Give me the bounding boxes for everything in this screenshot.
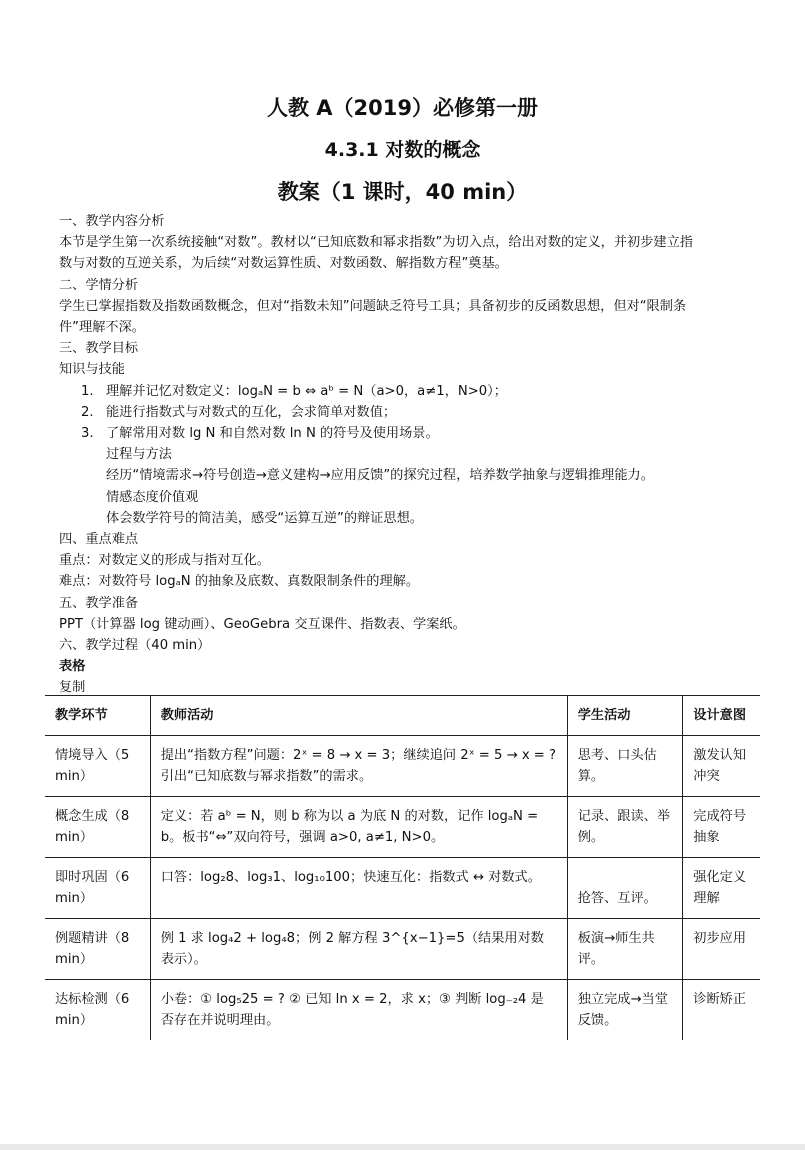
table-cell: 抢答、互评。 bbox=[567, 858, 683, 919]
header-cell: 教学环节 bbox=[45, 696, 150, 736]
paragraph-line: PPT（计算器 log 键动画）、GeoGebra 交互课件、指数表、学案纸。 bbox=[59, 616, 466, 632]
table-row bbox=[45, 736, 760, 797]
list-text: 理解并记忆对数定义：logₐN = b ⇔ aᵇ = N（a>0，a≠1，N>0）； bbox=[106, 383, 507, 399]
plan-title: 教案（1 课时，40 min） bbox=[277, 180, 528, 204]
section-heading: 四、重点难点 bbox=[59, 532, 139, 548]
list-number: 1. bbox=[81, 383, 94, 399]
table-cell: 例题精讲（8 min） bbox=[45, 919, 150, 980]
table-cell: 达标检测（6 min） bbox=[45, 980, 150, 1041]
table-cell: 定义：若 aᵇ = N，则 b 称为以 a 为底 N 的对数，记作 logₐN = b。板书“⇔”双向符号，强调 a>0, a≠1, N>0。 bbox=[150, 797, 567, 858]
table-row bbox=[45, 980, 760, 1041]
table-row bbox=[45, 858, 760, 919]
list-number: 2. bbox=[81, 404, 94, 420]
table-cell: 即时巩固（6 min） bbox=[45, 858, 150, 919]
paragraph-line: 重点：对数定义的形成与指对互化。 bbox=[59, 553, 270, 569]
table-cell: 诊断矫正 bbox=[683, 980, 760, 1041]
header-cell: 设计意图 bbox=[683, 696, 760, 736]
table-cell: 强化定义理解 bbox=[683, 858, 760, 919]
list-number: 3. bbox=[81, 426, 94, 442]
table-cell: 独立完成→当堂反馈。 bbox=[567, 980, 683, 1041]
table-cell: 例 1 求 log₄2 + log₄8；例 2 解方程 3^{x−1}=5（结果用对数表示）。 bbox=[150, 919, 567, 980]
table-cell: 小卷：① log₅25 = ? ② 已知 ln x = 2，求 x；③ 判断 log₋₂4 是否存在并说明理由。 bbox=[150, 980, 567, 1041]
table-cell: 记录、跟读、举例。 bbox=[567, 797, 683, 858]
section-heading: 六、教学过程（40 min） bbox=[59, 638, 211, 654]
table-cell: 口答：log₂8、log₃1、log₁₀100；快速互化：指数式 ↔ 对数式。 bbox=[150, 858, 567, 919]
list-item bbox=[59, 381, 749, 402]
table-cell: 板演→师生共评。 bbox=[567, 919, 683, 980]
list-item bbox=[59, 402, 749, 423]
paragraph-line: 难点：对数符号 logₐN 的抽象及底数、真数限制条件的理解。 bbox=[59, 574, 420, 590]
table-cell: 初步应用 bbox=[683, 919, 760, 980]
section-heading: 二、学情分析 bbox=[59, 277, 139, 293]
table-cell: 思考、口头估算。 bbox=[567, 736, 683, 797]
table-row bbox=[45, 919, 760, 980]
subheading: 过程与方法 bbox=[106, 447, 172, 463]
section-heading: 三、教学目标 bbox=[59, 341, 139, 357]
paragraph-line: 件”理解不深。 bbox=[59, 320, 145, 336]
list-text: 能进行指数式与对数式的互化，会求简单对数值； bbox=[106, 404, 397, 420]
subheading: 知识与技能 bbox=[59, 362, 125, 378]
section-heading: 五、教学准备 bbox=[59, 595, 139, 611]
page-bottom-band bbox=[0, 1144, 805, 1150]
section-heading: 一、教学内容分析 bbox=[59, 214, 165, 229]
paragraph-line: 本节是学生第一次系统接触“对数”。教材以“已知底数和幂求指数”为切入点，给出对数的定义，并初步建立指 bbox=[59, 235, 693, 251]
table-cell: 提出“指数方程”问题：2ˣ = 8 → x = 3；继续追问 2ˣ = 5 → x = ? 引出“已知底数与幂求指数”的需求。 bbox=[150, 736, 567, 797]
lesson-title: 4.3.1 对数的概念 bbox=[324, 139, 481, 161]
paragraph-line: 数与对数的互逆关系，为后续“对数运算性质、对数函数、解指数方程”奠基。 bbox=[59, 256, 508, 272]
table-label: 表格 bbox=[59, 659, 86, 675]
lesson-table bbox=[45, 695, 760, 1040]
list-item bbox=[59, 423, 749, 444]
table-cell: 概念生成（8 min） bbox=[45, 797, 150, 858]
header-cell: 教师活动 bbox=[150, 696, 567, 736]
copy-button[interactable]: 复制 bbox=[59, 680, 86, 696]
paragraph-line: 经历“情境需求→符号创造→意义建构→应用反馈”的探究过程，培养数学抽象与逻辑推理能力。 bbox=[106, 468, 654, 484]
table-cell: 完成符号抽象 bbox=[683, 797, 760, 858]
list-text: 了解常用对数 lg N 和自然对数 ln N 的符号及使用场景。 bbox=[106, 426, 439, 442]
paragraph-line: 学生已掌握指数及指数函数概念，但对“指数未知”问题缺乏符号工具；具备初步的反函数思想，但对“限制条 bbox=[59, 298, 687, 314]
table-cell: 激发认知冲突 bbox=[683, 736, 760, 797]
doc-title: 人教 A（2019）必修第一册 bbox=[266, 96, 538, 120]
table-header-row bbox=[45, 696, 760, 736]
table-row bbox=[45, 797, 760, 858]
doc-body bbox=[59, 211, 749, 699]
subheading: 情感态度价值观 bbox=[106, 489, 199, 505]
header-cell: 学生活动 bbox=[567, 696, 683, 736]
table-cell: 情境导入（5 min） bbox=[45, 736, 150, 797]
paragraph-line: 体会数学符号的简洁美，感受“运算互逆”的辩证思想。 bbox=[106, 510, 423, 526]
